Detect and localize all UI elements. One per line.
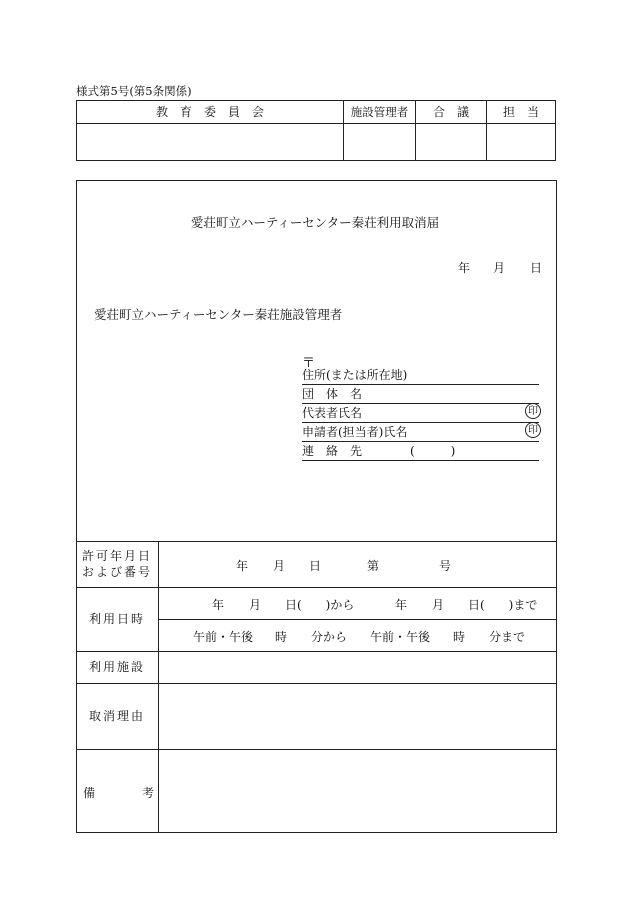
in-charge-header: 担 当 [502,105,539,119]
group-name-field[interactable] [302,385,539,404]
document-title: 愛荘町立ハーティーセンター秦荘利用取消届 [190,215,440,230]
permit-label: 許可年月日 および番号 [81,549,152,579]
applicant-field[interactable] [302,423,539,442]
date-month: 月 [493,261,506,275]
representative-field[interactable] [302,404,539,423]
contact-paren: ( ) [410,444,456,458]
form-number: 様式第5号(第5条関係) [76,84,192,98]
representative-label: 代表者氏名 [302,406,363,420]
reason-label: 取消理由 [88,709,145,723]
seal-mark-applicant: 印 [525,422,541,438]
address-field[interactable] [302,366,539,385]
date-day: 日 [530,261,543,275]
applicant-label: 申請者(担当者)氏名 [302,425,408,439]
committee-header: 教 育 委 員 会 [155,105,264,119]
reason-field[interactable] [159,684,556,749]
group-name-label: 団 体 名 [302,387,363,401]
council-header: 合 議 [432,105,469,119]
facility-manager-header: 施設管理者 [350,105,409,119]
address-label: 住所(または所在地) [302,368,408,382]
contact-label: 連 絡 先 [302,444,363,458]
approval-table [76,100,556,161]
remarks-field[interactable] [159,750,556,832]
facility-field[interactable] [159,652,556,683]
seal-mark-representative: 印 [525,403,541,419]
usage-datetime-label: 利用日時 [88,612,145,626]
date-year: 年 [458,261,471,275]
postal-mark: 〒 [302,356,316,371]
contact-field[interactable] [302,442,539,461]
addressee: 愛荘町立ハーティーセンター秦荘施設管理者 [94,307,343,322]
facility-label: 利用施設 [88,660,145,674]
